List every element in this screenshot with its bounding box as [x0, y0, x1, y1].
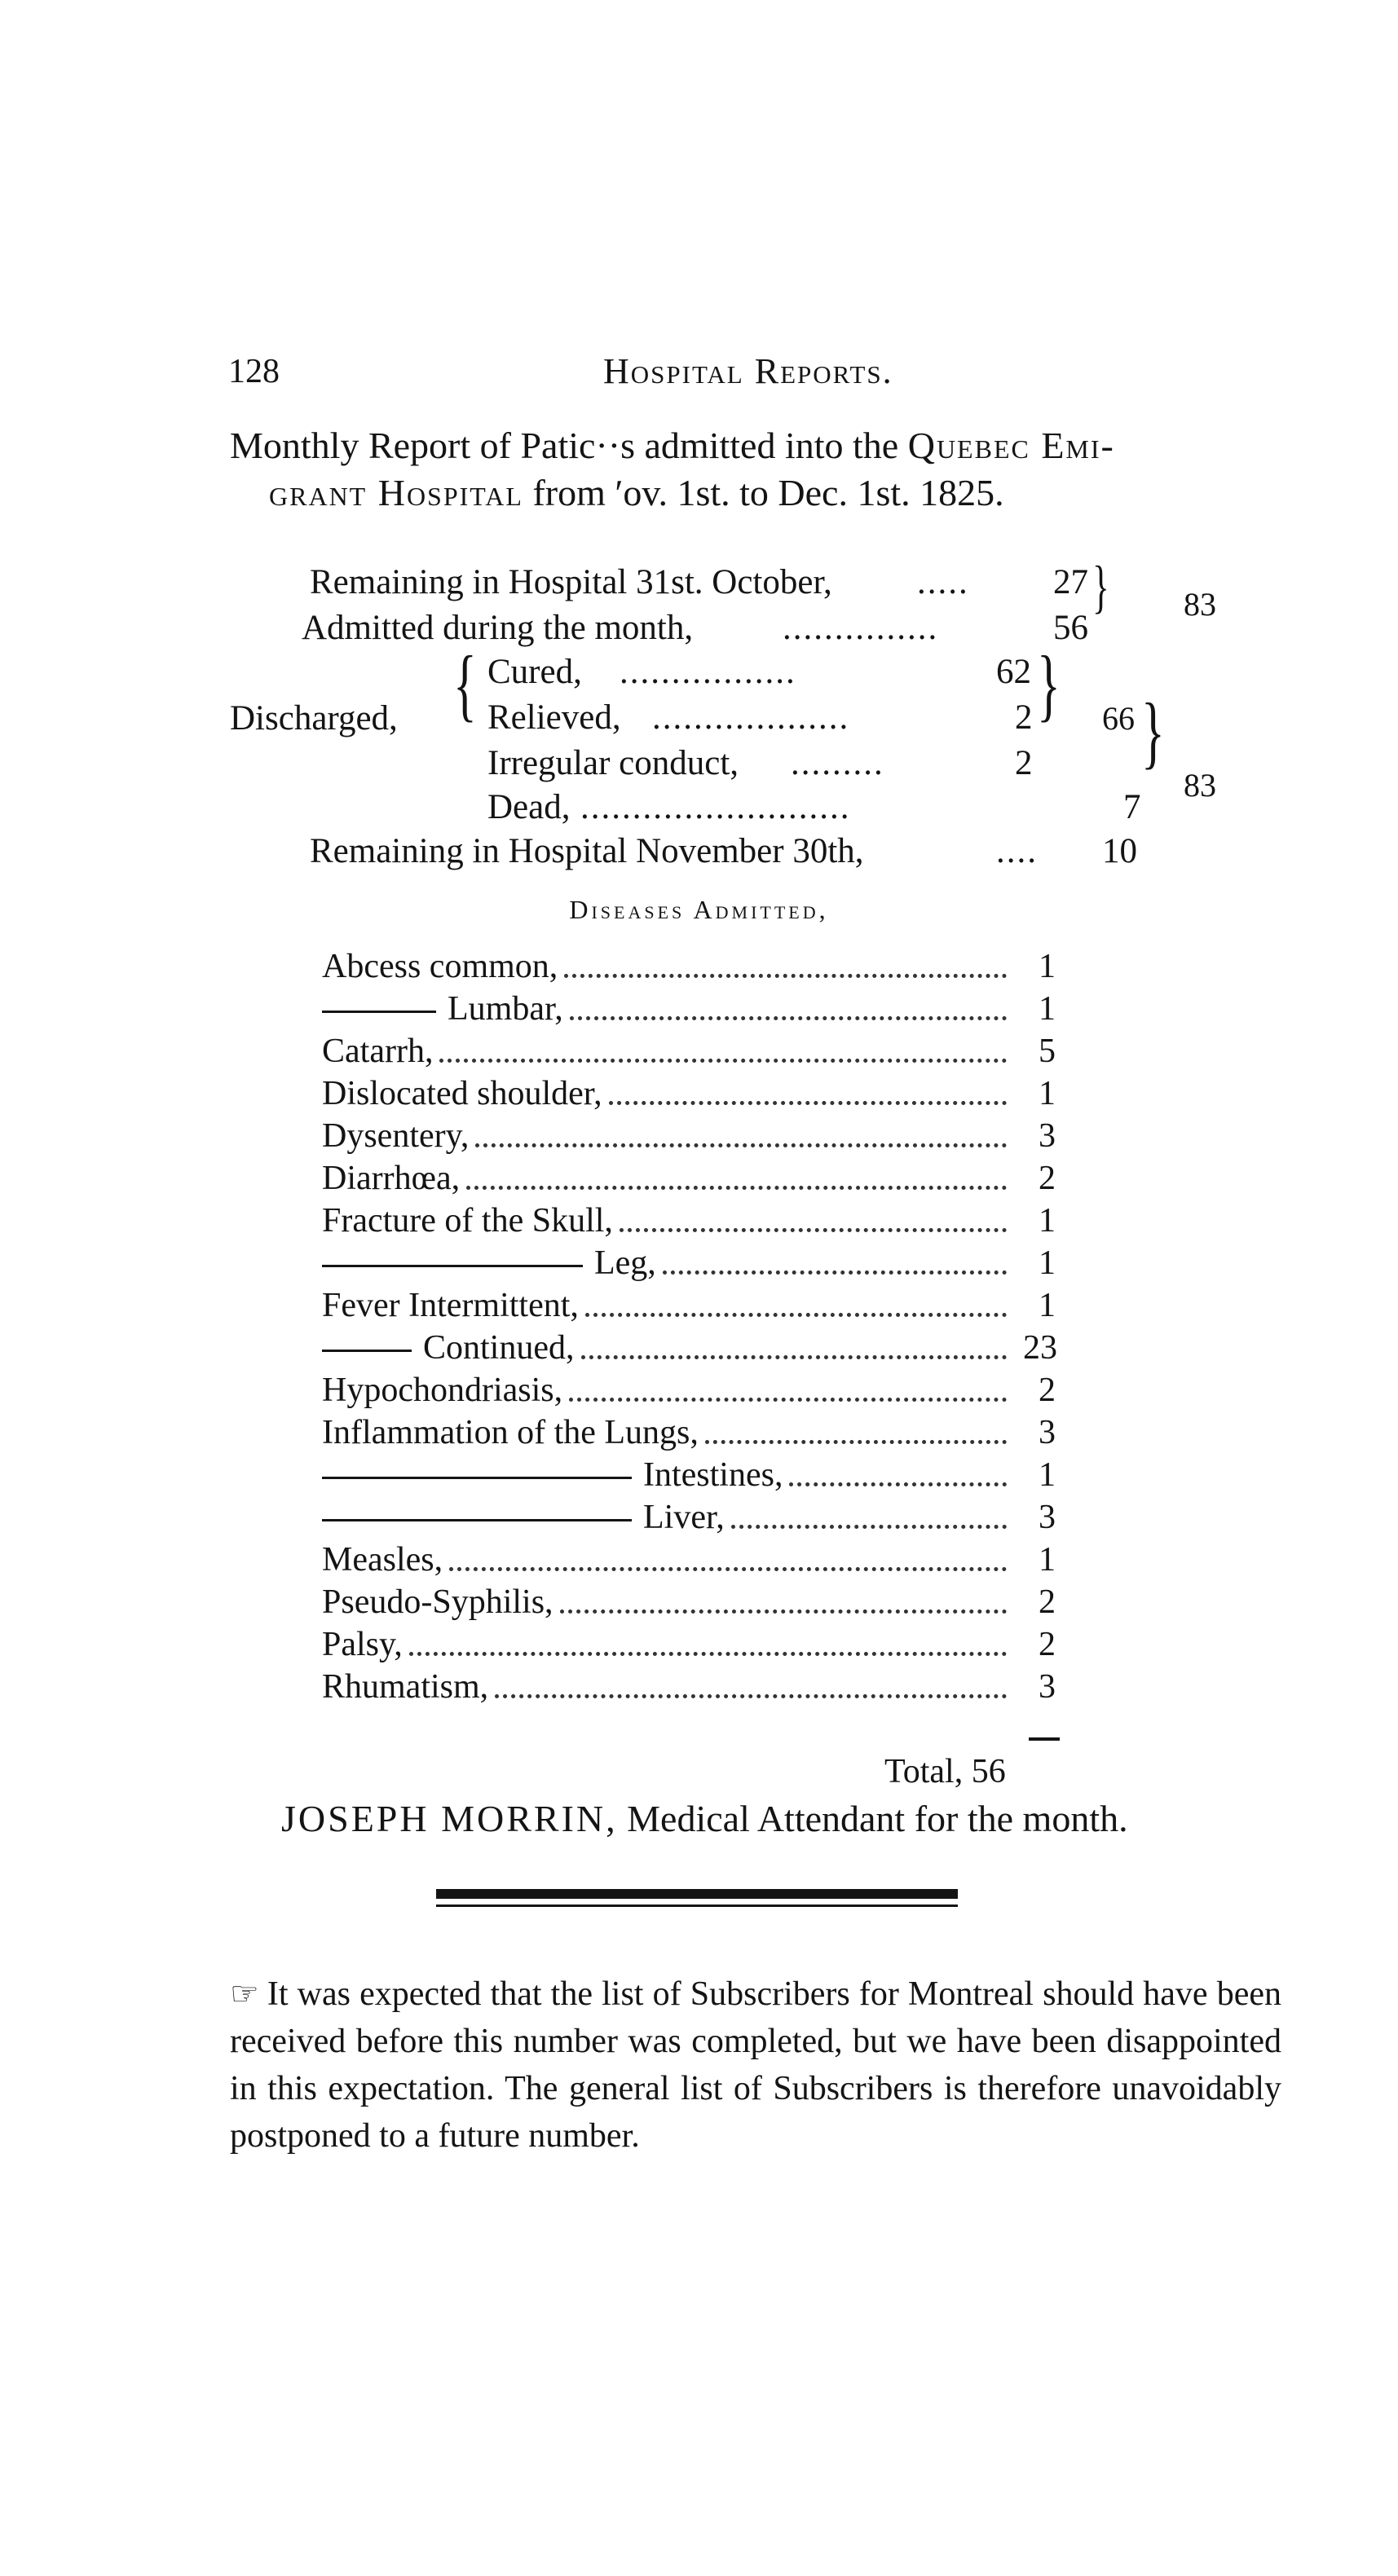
- disease-count: 1: [1039, 1287, 1056, 1324]
- ditto-dash: [322, 1477, 632, 1479]
- ditto-dash: [322, 1265, 583, 1267]
- disease-count: 2: [1039, 1160, 1056, 1197]
- discharged-label: Discharged,: [230, 699, 398, 738]
- disease-count: 3: [1039, 1414, 1056, 1451]
- disease-row: [322, 945, 1056, 988]
- disease-row: [322, 1454, 1056, 1496]
- discharged-irregular-value: 2: [1015, 744, 1033, 782]
- disease-name: [322, 1666, 488, 1708]
- report-title-line-1: [230, 424, 1115, 467]
- discharged-irregular-label: Irregular conduct,: [487, 744, 739, 782]
- disease-row: [322, 1030, 1056, 1072]
- disease-name-text: Palsy,: [322, 1626, 403, 1663]
- disease-name-text: Intestines,: [643, 1456, 783, 1494]
- report-title-text: Monthly Report of Patic··s admitted into the: [230, 425, 908, 466]
- leader-dots: [581, 1355, 1007, 1359]
- disease-row: [322, 1115, 1056, 1157]
- remaining-start-value: 27: [1053, 563, 1088, 601]
- leader-dots: [475, 1143, 1007, 1147]
- leader-dots: ....: [996, 832, 1038, 870]
- leader-dots: [789, 1482, 1007, 1486]
- disease-name-text: Dysentery,: [322, 1117, 470, 1155]
- disease-count: 3: [1039, 1668, 1056, 1706]
- disease-name-text: Dislocated shoulder,: [322, 1075, 602, 1112]
- leader-dots: [620, 1228, 1007, 1232]
- leader-dots: [466, 1186, 1007, 1190]
- disease-row: [322, 1411, 1056, 1454]
- total-value: 56: [971, 1753, 1006, 1790]
- disease-name: [322, 1369, 562, 1411]
- leader-dots: ...................: [652, 698, 850, 737]
- disease-name-text: Pseudo-Syphilis,: [322, 1583, 553, 1621]
- right-brace: }: [1141, 686, 1165, 777]
- disease-name: [322, 1623, 403, 1666]
- remaining-end-value: 10: [1102, 832, 1137, 870]
- disease-name-text: Rhumatism,: [322, 1668, 489, 1706]
- disease-row: [322, 1666, 1056, 1708]
- group1-total: 83: [1184, 586, 1216, 623]
- disease-count: 1: [1039, 1075, 1056, 1112]
- disease-name: [322, 1157, 460, 1200]
- disease-name-text: Inflammation of the Lungs,: [322, 1414, 699, 1451]
- disease-count: 1: [1039, 1456, 1056, 1494]
- disease-name: [322, 1072, 602, 1115]
- ditto-dash: [322, 1350, 412, 1352]
- left-brace: {: [453, 639, 477, 729]
- signature-name: JOSEPH MORRIN,: [281, 1798, 618, 1839]
- disease-row: [322, 1200, 1056, 1242]
- ditto-dash: [322, 1011, 436, 1013]
- pointing-hand-icon: ☞: [230, 1975, 259, 2012]
- disease-name: [322, 1242, 656, 1284]
- disease-name-text: Continued,: [423, 1329, 575, 1367]
- disease-name-text: Catarrh,: [322, 1033, 434, 1070]
- notice-paragraph: [230, 1971, 1281, 2160]
- disease-name-text: Fever Intermittent,: [322, 1287, 579, 1324]
- disease-count: 5: [1039, 1033, 1056, 1070]
- leader-dots: .....: [917, 563, 969, 601]
- ditto-dash: [322, 1519, 632, 1521]
- disease-name-text: Measles,: [322, 1541, 443, 1579]
- disease-row: [322, 1072, 1056, 1115]
- leader-dots: [570, 1016, 1007, 1020]
- disease-row: [322, 1284, 1056, 1327]
- discharged-relieved-label: Relieved,: [487, 698, 621, 737]
- discharged-relieved-value: 2: [1015, 698, 1033, 737]
- discharged-total: 66: [1102, 700, 1135, 737]
- leader-dots: [663, 1270, 1007, 1275]
- dead-value: 7: [1123, 788, 1141, 826]
- section-divider: [436, 1889, 958, 1899]
- disease-count: 2: [1039, 1626, 1056, 1663]
- leader-dots: ..........................: [580, 788, 851, 826]
- disease-count: 3: [1039, 1117, 1056, 1155]
- report-title-hospital-name: Quebec Emi-: [907, 425, 1115, 466]
- discharged-cured-value: 62: [996, 653, 1031, 691]
- group2-total: 83: [1184, 767, 1216, 804]
- remaining-end-label: Remaining in Hospital November 30th,: [310, 832, 864, 870]
- disease-name: [322, 1030, 433, 1072]
- total-label: Total,: [884, 1753, 964, 1790]
- disease-name: [322, 1539, 443, 1581]
- leader-dots: .........: [791, 744, 884, 782]
- disease-name: [322, 1581, 553, 1623]
- remaining-start-label: Remaining in Hospital 31st. October,: [310, 563, 832, 601]
- leader-dots: [409, 1652, 1007, 1656]
- disease-list: [322, 945, 1056, 1708]
- signature-role: Medical Attendant for the month.: [617, 1798, 1128, 1839]
- disease-name-text: Liver,: [643, 1499, 725, 1536]
- leader-dots: .................: [620, 653, 796, 691]
- disease-name-text: Hypochondriasis,: [322, 1372, 563, 1409]
- disease-name: [322, 1200, 613, 1242]
- disease-name: [322, 988, 563, 1030]
- disease-name: [322, 945, 558, 988]
- disease-name-text: Abcess common,: [322, 948, 558, 985]
- disease-row: [322, 1157, 1056, 1200]
- section-divider-thin: [436, 1904, 958, 1907]
- total-rule: [1029, 1737, 1060, 1741]
- disease-name: [322, 1327, 575, 1369]
- leader-dots: [731, 1525, 1007, 1529]
- disease-count: 2: [1039, 1372, 1056, 1409]
- disease-name: [322, 1115, 469, 1157]
- disease-count: 23: [1023, 1329, 1057, 1367]
- disease-name: [322, 1454, 783, 1496]
- disease-row: [322, 1581, 1056, 1623]
- disease-row: [322, 1369, 1056, 1411]
- disease-name-text: Diarrhœa,: [322, 1160, 461, 1197]
- disease-name-text: Fracture of the Skull,: [322, 1202, 613, 1240]
- disease-row: [322, 1623, 1056, 1666]
- disease-name: [322, 1284, 579, 1327]
- right-brace: }: [1037, 639, 1061, 729]
- leader-dots: ...............: [783, 609, 939, 647]
- admitted-label: Admitted during the month,: [302, 609, 694, 647]
- leader-dots: [585, 1313, 1007, 1317]
- notice-text: It was expected that the list of Subscribers for Montreal should have been received before this number was completed, but we have been disappointed in this expectation. The general list of Subscribers is therefore unavoidably postponed to a future number.: [230, 1975, 1281, 2155]
- leader-dots: [560, 1609, 1007, 1614]
- disease-name-text: Lumbar,: [448, 990, 563, 1028]
- disease-row: [322, 1242, 1056, 1284]
- leader-dots: [449, 1567, 1007, 1571]
- leader-dots: [569, 1398, 1007, 1402]
- disease-row: [322, 1327, 1056, 1369]
- disease-row: [322, 988, 1056, 1030]
- disease-row: [322, 1496, 1056, 1539]
- report-title-dates: from ʹov. 1st. to Dec. 1st. 1825.: [523, 472, 1004, 513]
- page-number: 128: [228, 353, 280, 390]
- diseases-heading: Diseases Admitted,: [569, 895, 829, 924]
- leader-dots: [609, 1101, 1007, 1105]
- right-brace: }: [1092, 554, 1109, 619]
- disease-count: 1: [1039, 948, 1056, 985]
- disease-count: 1: [1039, 1202, 1056, 1240]
- leader-dots: [564, 974, 1007, 978]
- disease-count: 1: [1039, 1541, 1056, 1579]
- disease-name-text: Leg,: [594, 1244, 656, 1282]
- signature: [281, 1797, 1128, 1840]
- total-line: [884, 1752, 1006, 1791]
- running-title: Hospital Reports.: [603, 351, 893, 391]
- disease-count: 1: [1039, 1244, 1056, 1282]
- leader-dots: [495, 1694, 1007, 1698]
- leader-dots: [705, 1440, 1007, 1444]
- report-title-line-2: [269, 471, 1004, 514]
- disease-name: [322, 1496, 725, 1539]
- disease-count: 1: [1039, 990, 1056, 1028]
- report-title-hospital-name-cont: grant Hospital: [269, 472, 523, 513]
- disease-count: 3: [1039, 1499, 1056, 1536]
- discharged-cured-label: Cured,: [487, 653, 582, 691]
- disease-name: [322, 1411, 699, 1454]
- disease-count: 2: [1039, 1583, 1056, 1621]
- dead-label: Dead,: [487, 788, 571, 826]
- leader-dots: [439, 1059, 1007, 1063]
- admitted-value: 56: [1053, 609, 1088, 647]
- disease-row: [322, 1539, 1056, 1581]
